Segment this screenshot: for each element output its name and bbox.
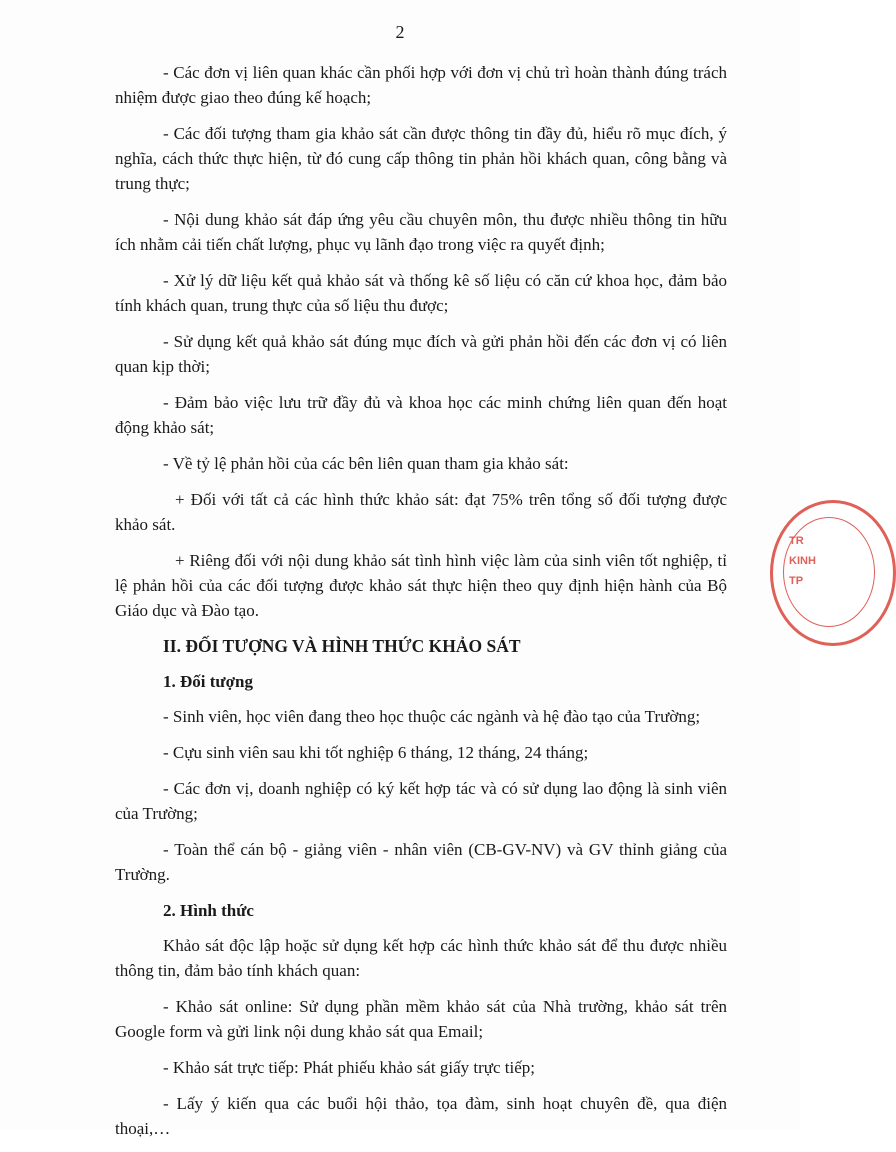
paragraph: - Xử lý dữ liệu kết quả khảo sát và thống kê số liệu có căn cứ khoa học, đảm bảo tính khách quan, trung thực của số liệu thu được;: [115, 271, 727, 315]
seal-text: TR: [789, 535, 804, 547]
paragraph: - Đảm bảo việc lưu trữ đầy đủ và khoa học các minh chứng liên quan đến hoạt động khảo sát;: [115, 393, 727, 437]
paragraph: Khảo sát độc lập hoặc sử dụng kết hợp các hình thức khảo sát để thu được nhiều thông tin, đảm bảo tính khách quan:: [115, 936, 727, 980]
paragraph: - Cựu sinh viên sau khi tốt nghiệp 6 tháng, 12 tháng, 24 tháng;: [163, 743, 589, 762]
seal-text: TP: [789, 575, 804, 587]
paragraph: - Các đối tượng tham gia khảo sát cần được thông tin đầy đủ, hiểu rõ mục đích, ý nghĩa, cách thức thực hiện, từ đó cung cấp thông tin phản hồi khách quan, công bằng và trung thực;: [115, 124, 727, 193]
paragraph: - Khảo sát online: Sử dụng phần mềm khảo sát của Nhà trường, khảo sát trên Google form và gửi link nội dung khảo sát qua Email;: [115, 997, 727, 1041]
paragraph: - Sinh viên, học viên đang theo học thuộc các ngành và hệ đào tạo của Trường;: [163, 707, 701, 726]
paragraph: - Toàn thể cán bộ - giảng viên - nhân viên (CB-GV-NV) và GV thỉnh giảng của Trường.: [115, 840, 727, 884]
seal-text: KINH: [789, 555, 816, 567]
subsection-heading-forms: 2. Hình thức: [163, 901, 254, 920]
paragraph: - Các đơn vị, doanh nghiệp có ký kết hợp tác và có sử dụng lao động là sinh viên của Trường;: [115, 779, 727, 823]
subsection-heading-targets: 1. Đối tượng: [163, 672, 253, 691]
seal-inner-ring: [783, 517, 875, 627]
sub-paragraph: + Đối với tất cả các hình thức khảo sát: đạt 75% trên tổng số đối tượng được khảo sát.: [115, 490, 727, 534]
paragraph: - Về tỷ lệ phản hồi của các bên liên quan tham gia khảo sát:: [163, 454, 569, 473]
paragraph: - Lấy ý kiến qua các buổi hội thảo, tọa đàm, sinh hoạt chuyên đề, qua điện thoại,…: [115, 1094, 727, 1138]
paragraph: - Khảo sát trực tiếp: Phát phiếu khảo sát giấy trực tiếp;: [163, 1058, 536, 1077]
document-body: [115, 60, 727, 1152]
official-seal-stamp: [770, 500, 896, 646]
page-number: 2: [395, 22, 405, 42]
paragraph: - Nội dung khảo sát đáp ứng yêu cầu chuyên môn, thu được nhiều thông tin hữu ích nhằm cải tiến chất lượng, phục vụ lãnh đạo trong việc ra quyết định;: [115, 210, 727, 254]
paragraph: - Các đơn vị liên quan khác cần phối hợp với đơn vị chủ trì hoàn thành đúng trách nhiệm được giao theo đúng kế hoạch;: [115, 63, 727, 107]
section-heading: II. ĐỐI TƯỢNG VÀ HÌNH THỨC KHẢO SÁT: [163, 636, 521, 656]
sub-paragraph: + Riêng đối với nội dung khảo sát tình hình việc làm của sinh viên tốt nghiệp, tỉ lệ phản hồi của các đối tượng được khảo sát thực hiện theo quy định hiện hành của Bộ Giáo dục và Đào tạo.: [115, 551, 727, 620]
paragraph: - Sử dụng kết quả khảo sát đúng mục đích và gửi phản hồi đến các đơn vị có liên quan kịp thời;: [115, 332, 727, 376]
